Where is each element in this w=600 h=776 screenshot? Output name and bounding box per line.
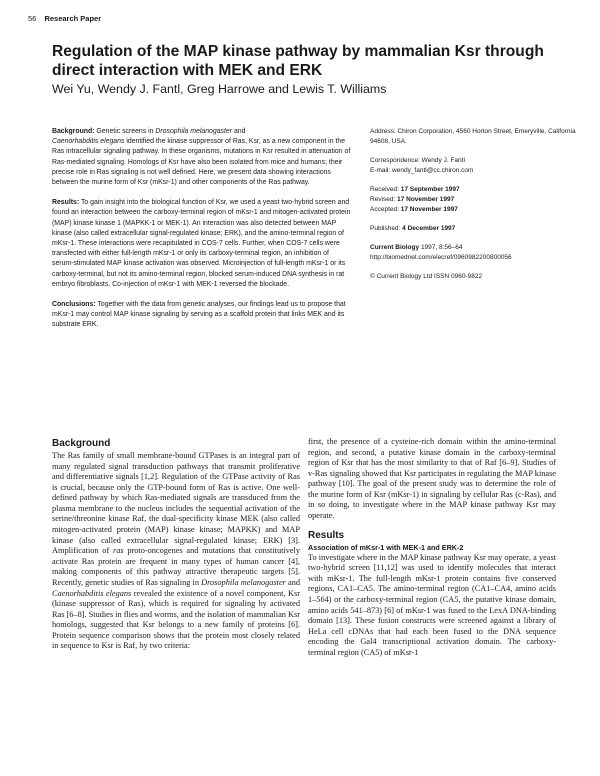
body-text: The Ras family of small membrane-bound GTPases is an integral part of many regulated signal transduction pathways that transmit proliferative and differentiative signals [1,2]. Regulation of the GTPase activity of Ras is crucial, because only the GTP-bound form of Ras is active. One well-defined pathway by which Ras-mediated signals are transduced from the plasma membrane to the nucleus includes the sequential activation of the serine/threonine kinase Raf, the dual-specificity kinase MEK (also called mitogen-activated protein (MAP) kinase kinase; MAPKK) and MAP kinase (also called extracellular signal-regulated kinase; ERK) [3]. Amplification of	[52, 451, 300, 556]
page-number: 56	[28, 14, 37, 23]
gene-name: ras	[112, 546, 124, 556]
dates-block	[370, 185, 580, 215]
background-paragraph	[52, 451, 300, 652]
abstract-results	[52, 198, 352, 290]
results-subheading: Association of mKsr-1 with MEK-1 and ERK-2	[308, 542, 464, 552]
abstract-text: To gain insight into the biological function of Ksr, we used a yeast two-hybrid screen and found an interaction between the carboxy-terminal region of mKsr-1 and mitogen-activated protein (MAP) kinase kinase 1 (MAPKK-1 or MEK-1). An interaction was also detected between MAP kinase (also called extracellular signal-regulated kinase; ERK), and the amino-terminal region of mKsr-1. These interactions were recapitulated in COS-7 cells. Further, when COS-7 cells were transfected with either full-length mKsr-1 or only its carboxy-terminal region, an inhibition of serum-stimulated MAP kinase activation was observed. Microinjection of full-length mKsr-1 or its carboxy-terminal, but not its amino-terminal region, blocked serum-induced DNA synthesis in rat embryo fibroblasts. Co-injection of mKsr-1 with MEK-1 reversed the blockade.	[52, 199, 351, 288]
published-value: 4 December 1997	[402, 225, 456, 232]
species-name: Drosophila melanogaster	[201, 577, 286, 587]
accepted-date	[370, 205, 580, 215]
article-title: Regulation of the MAP kinase pathway by mammalian Ksr through direct interaction with MEK and ERK	[52, 43, 544, 79]
running-head	[28, 14, 101, 23]
revised-value: 17 November 1997	[397, 196, 455, 203]
accepted-label: Accepted:	[370, 206, 399, 213]
article-info-sidebar	[370, 127, 580, 291]
citation-block	[370, 243, 580, 263]
body-text: proto-oncogenes and mutations that constitutively activate Ras protein are frequent in many types of human cancer [4], making components of this pathway attractive therapeutic targets [5]. Recently, genetic studies of Ras signaling in	[52, 546, 301, 587]
species-name: Caenorhabditis elegans	[52, 138, 125, 146]
results-heading: Results	[308, 529, 345, 541]
published-date	[370, 224, 580, 234]
correspondence-block	[370, 156, 580, 176]
received-label: Received:	[370, 186, 399, 193]
results-paragraph: To investigate where in the MAP kinase pathway Ksr may operate, a yeast two-hybrid screen [11,12] was used to identify molecules that interact with mKsr-1. The full-length mKsr-1 protein contains five conserved regions, CA1–CA5. The amino-terminal region (CA1–CA4, amino acids 1–564) or the carboxy-terminal region (CA5, the putative kinase domain, amino acids 541–873) [6] of mKsr-1 was fused to the LexA DNA-binding domain [13]. These fusion constructs were screened against a library of HeLa cell cDNAs that had each been fused to the DNA sequence encoding the Gal4 transcriptional activation domain. The carboxy-terminal region (CA5) of mKsr-1	[308, 552, 556, 657]
body-text: revealed the existence of a novel component, Ksr (kinase suppressor of Ras), which is required for signaling by activated Ras [6–8]. Studies in flies and worms, and the isolation of mammalian Ksr homologs, suggested that Ksr belongs to a new family of proteins [6]. Protein sequence comparison shows that the protein most closely related in sequence to Ksr is Raf, by two criteria:	[52, 588, 300, 651]
abstract-background-label: Background:	[52, 128, 95, 135]
received-date	[370, 185, 580, 195]
email[interactable]: E-mail: wendy_fantl@cc.chiron.com	[370, 167, 474, 174]
abstract-conclusions-label: Conclusions:	[52, 301, 96, 309]
address: Address: Chiron Corporation, 4560 Horton Street, Emeryville, California 94608, USA.	[370, 128, 576, 145]
body-column-right	[308, 437, 556, 658]
abstract-conclusions	[52, 300, 352, 331]
copyright: © Current Biology Ltd ISSN 0960-9822	[370, 273, 483, 280]
journal-citation-text: 1997, 8:56–64	[420, 244, 463, 251]
body-text: and	[288, 577, 300, 587]
abstract-text: and	[233, 128, 246, 135]
published-block	[370, 224, 580, 234]
published-label: Published:	[370, 225, 401, 232]
background-paragraph-continued: first, the presence of a cysteine-rich domain within the amino-terminal region, and second, a putative kinase domain in the carboxy-terminal region of Ksr that has the most similarity to that of Raf [6–9]. Studies of v-Ras signaling showed that Ksr participates in regulating the MAP kinase pathway [10]. The goal of the present study was to determine the role of the murine form of Ksr (mKsr-1) in signaling by cellular Ras (c-Ras), and in so doing, to investigate where in the MAP kinase pathway Ksr may operate.	[308, 437, 556, 521]
background-heading: Background	[52, 438, 111, 449]
abstract-background	[52, 127, 352, 188]
species-name: Caenorhabditis elegans	[52, 588, 132, 598]
species-name: Drosophila melanogaster	[155, 128, 233, 135]
abstract-text: identified the kinase suppressor of Ras, Ksr, as a new component in the Ras intracellular signaling pathway. In these organisms, mutations in Ksr resulted in attenuation of Ras-mediated signaling. Homologs of Ksr have also been isolated from mice and humans; their precise role in Ras signaling is not well defined. Here, we present data showing interactions between the murine form of Ksr (mKsr-1) and other components of the Ras pathway.	[52, 138, 351, 187]
article-url[interactable]: http://biomednet.com/elecref/0960982200800056	[370, 254, 512, 261]
correspondence: Correspondence: Wendy J. Fantl	[370, 157, 465, 164]
abstract-results-label: Results:	[52, 199, 80, 207]
address-block	[370, 127, 580, 147]
copyright-block	[370, 272, 580, 282]
journal-name: Current Biology	[370, 244, 420, 251]
body-column-left	[52, 437, 300, 652]
section-label: Research Paper	[44, 14, 102, 23]
journal-citation	[370, 243, 580, 253]
abstract-text: Genetic screens in	[96, 128, 154, 135]
abstract-text: Together with the data from genetic analyses, our findings lead us to propose that mKsr-1 may control MAP kinase signaling by serving as a scaffold protein that links MEK and its substrate ERK.	[52, 301, 346, 329]
abstract	[52, 127, 352, 341]
received-value: 17 September 1997	[400, 186, 460, 193]
author-list: Wei Yu, Wendy J. Fantl, Greg Harrowe and Lewis T. Williams	[52, 82, 387, 96]
accepted-value: 17 November 1997	[400, 206, 458, 213]
revised-label: Revised:	[370, 196, 396, 203]
revised-date	[370, 195, 580, 205]
